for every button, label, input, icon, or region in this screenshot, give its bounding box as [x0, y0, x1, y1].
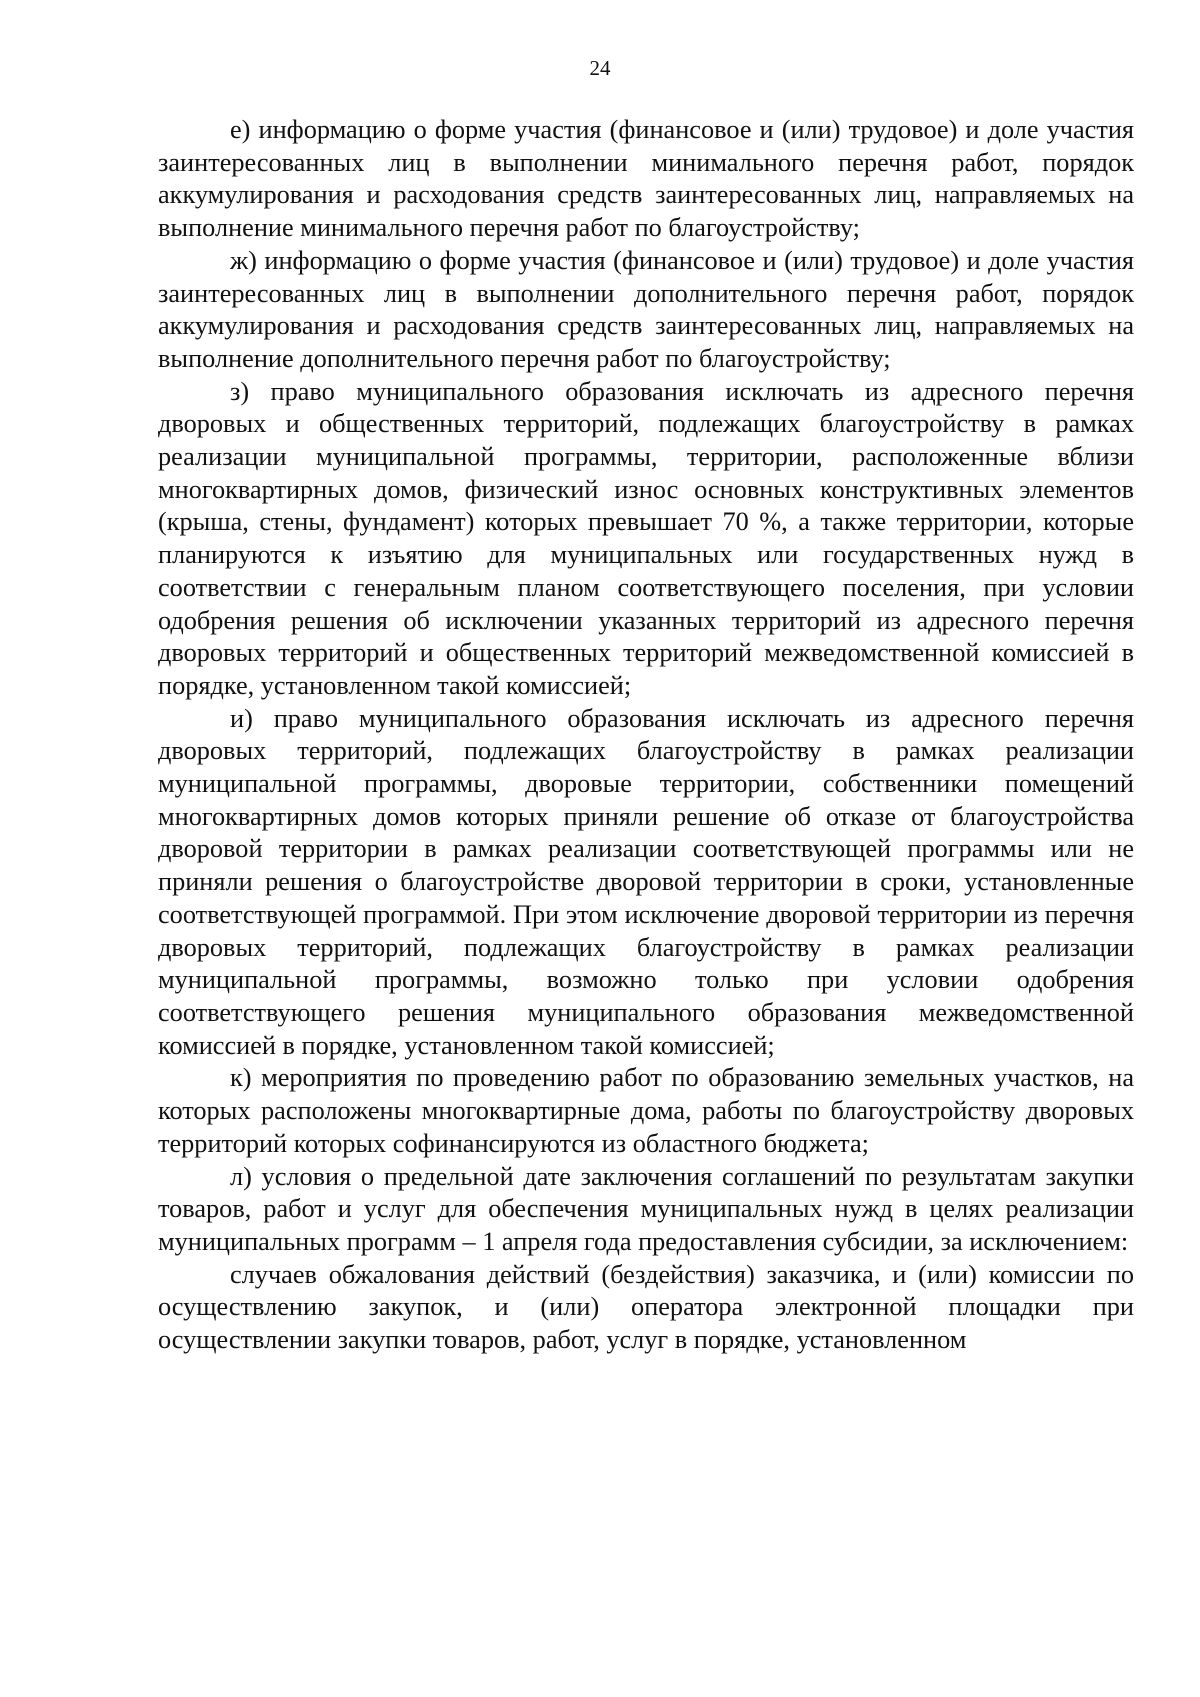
paragraph-zh: ж) информацию о форме участия (финансовое и (или) трудовое) и доле участия заинтересованных лиц в выполнении дополнительного перечня работ, порядок аккумулирования и расходования средств заинтересованных лиц, направляемых на выполнение дополнительного перечня работ по благоустройству;	[158, 245, 1134, 373]
document-body	[158, 114, 1134, 1357]
paragraph-i: и) право муниципального образования исключать из адресного перечня дворовых территорий, подлежащих благоустройству в рамках реализации муниципальной программы, дворовые территории, собственники помещений многоквартирных домов которых приняли решение об отказе от благоустройства дворовой территории в рамках реализации соответствующей программы или не приняли решения о благоустройстве дворовой территории в сроки, установленные соответствующей программой. При этом исключение дворовой территории из перечня дворовых территорий, подлежащих благоустройству в рамках реализации муниципальной программы, возможно только при условии одобрения соответствующего решения муниципального образования межведомственной комиссией в порядке, установленном такой комиссией;	[158, 703, 1134, 1060]
paragraph-exceptions: случаев обжалования действий (бездействия) заказчика, и (или) комиссии по осуществлению закупок, и (или) оператора электронной площадки при осуществлении закупки товаров, работ, услуг в порядке, установленном	[158, 1259, 1134, 1355]
paragraph-l: л) условия о предельной дате заключения соглашений по результатам закупки товаров, работ и услуг для обеспечения муниципальных нужд в целях реализации муниципальных программ – 1 апреля года предоставления субсидии, за исключением:	[158, 1161, 1134, 1256]
page-number: 24	[589, 56, 611, 80]
paragraph-k: к) мероприятия по проведению работ по образованию земельных участков, на которых расположены многоквартирные дома, работы по благоустройству дворовых территорий которых софинансируются из областного бюджета;	[158, 1063, 1134, 1158]
paragraph-e: е) информацию о форме участия (финансовое и (или) трудовое) и доле участия заинтересованных лиц в выполнении минимального перечня работ, порядок аккумулирования и расходования средств заинтересованных лиц, направляемых на выполнение минимального перечня работ по благоустройству;	[158, 115, 1134, 243]
paragraph-z: з) право муниципального образования исключать из адресного перечня дворовых и общественных территорий, подлежащих благоустройству в рамках реализации муниципальной программы, территории, расположенные вблизи многоквартирных домов, физический износ основных конструктивных элементов (крыша, стены, фундамент) которых превышает 70 %, а также территории, которые планируются к изъятию для муниципальных или государственных нужд в соответствии с генеральным планом соответствующего поселения, при условии одобрения решения об исключении указанных территорий из адресного перечня дворовых территорий и общественных территорий межведомственной комиссией в порядке, установленном такой комиссией;	[158, 376, 1134, 700]
